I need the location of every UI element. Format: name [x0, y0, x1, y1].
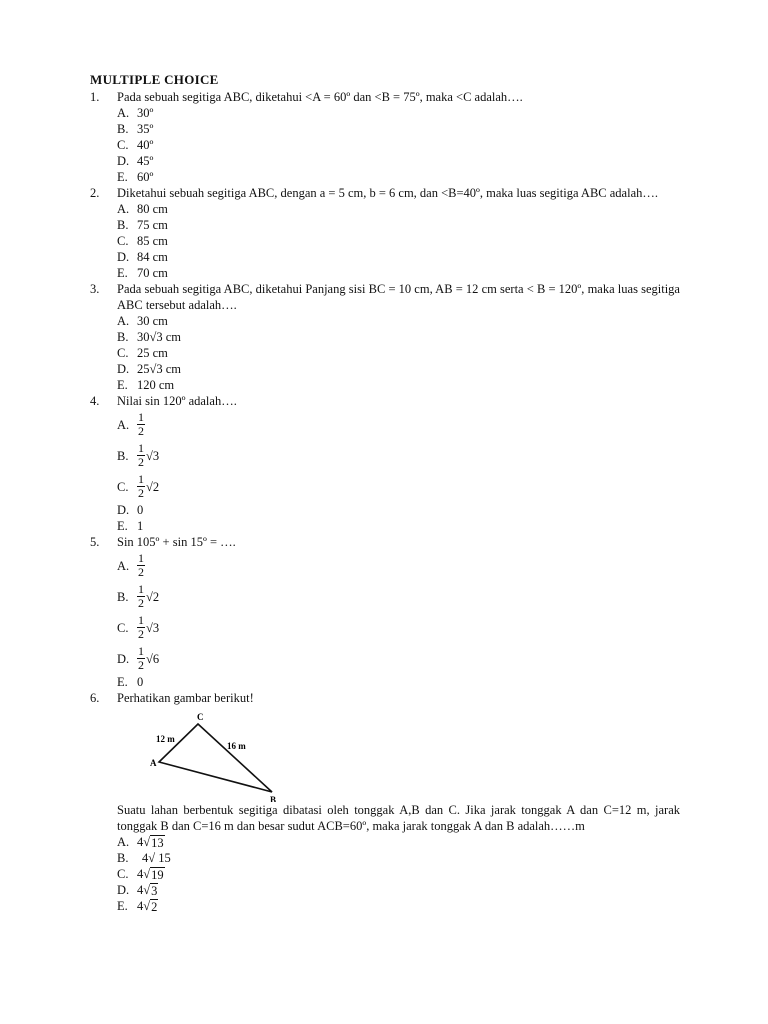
question-text: Nilai sin 120º adalah….	[117, 394, 237, 408]
fraction	[137, 614, 145, 641]
option-value: 60º	[137, 170, 154, 184]
coefficient: 4	[137, 899, 144, 913]
vertex-b-label: B	[270, 795, 277, 802]
option-value: 35º	[137, 122, 154, 136]
question-number: 6.	[90, 691, 100, 705]
section-heading: MULTIPLE CHOICE	[90, 72, 219, 87]
question-number: 1.	[90, 90, 100, 104]
option-value: 45º	[137, 154, 154, 168]
numerator: 1	[138, 551, 144, 565]
radical-expression	[137, 866, 165, 882]
option-value: 25 cm	[137, 346, 168, 360]
denominator: 2	[138, 565, 144, 579]
question-text: Pada sebuah segitiga ABC, diketahui <A = 60º dan <B = 75º, maka <C adalah….	[117, 90, 523, 104]
question-number: 4.	[90, 394, 100, 408]
radical-expression	[137, 834, 165, 850]
option-c	[117, 233, 680, 249]
radical-sign: √	[143, 867, 151, 881]
question-6	[90, 690, 680, 706]
option-b	[117, 121, 680, 137]
denominator: 2	[138, 424, 144, 438]
numerator: 1	[138, 441, 144, 455]
option-label: C.	[117, 479, 129, 494]
question-text: Diketahui sebuah segitiga ABC, dengan a = 5 cm, b = 6 cm, dan <B=40º, maka luas segitiga ABC adalah….	[117, 186, 659, 200]
vertex-c-label: C	[197, 712, 204, 722]
document-page	[90, 72, 680, 914]
option-label: A.	[117, 314, 130, 328]
option-label: E.	[117, 170, 128, 184]
option-label: C.	[117, 620, 129, 635]
question-text: Sin 105º + sin 15º = ….	[117, 535, 236, 549]
option-value: 120 cm	[137, 378, 175, 392]
option-c	[117, 137, 680, 153]
options-3	[117, 313, 680, 393]
option-value: 25√3 cm	[137, 362, 182, 376]
option-d	[117, 882, 680, 898]
option-label: C.	[117, 867, 129, 881]
option-label: A.	[117, 558, 130, 573]
radicand: 19	[151, 868, 164, 882]
radical-expression	[137, 898, 158, 914]
coefficient: 4	[137, 835, 144, 849]
fraction	[137, 645, 145, 672]
option-value: 75 cm	[137, 218, 168, 232]
option-value: 4√ 15	[142, 851, 171, 865]
option-b	[117, 329, 680, 345]
option-b	[117, 217, 680, 233]
option-a	[117, 550, 680, 581]
triangle-diagram	[117, 706, 317, 802]
option-label: D.	[117, 883, 130, 897]
radical-sign: √	[143, 835, 151, 849]
radicand: 2	[151, 900, 158, 914]
radicand: 3	[151, 884, 158, 898]
option-label: A.	[117, 835, 130, 849]
option-a	[117, 313, 680, 329]
option-value: 80 cm	[137, 202, 168, 216]
question-text: Perhatikan gambar berikut!	[117, 691, 254, 705]
fraction	[137, 552, 145, 579]
question-number: 3.	[90, 282, 100, 296]
question-number: 5.	[90, 535, 100, 549]
option-label: D.	[117, 651, 130, 666]
option-label: E.	[117, 675, 128, 689]
radicand: 13	[151, 836, 164, 850]
triangle-figure	[117, 706, 680, 802]
denominator: 2	[138, 455, 144, 469]
option-c	[117, 345, 680, 361]
question-5	[90, 534, 680, 550]
option-label: B.	[117, 330, 129, 344]
coefficient: 4	[137, 883, 144, 897]
option-c	[117, 866, 680, 882]
fraction	[137, 473, 145, 500]
option-value: 30 cm	[137, 314, 168, 328]
option-e	[117, 265, 680, 281]
option-label: E.	[117, 378, 128, 392]
numerator: 1	[138, 644, 144, 658]
triangle-shape	[159, 724, 272, 792]
option-label: D.	[117, 154, 130, 168]
option-label: E.	[117, 899, 128, 913]
option-value: 0	[137, 503, 144, 517]
option-d	[117, 249, 680, 265]
numerator: 1	[138, 410, 144, 424]
option-label: D.	[117, 362, 130, 376]
option-label: A.	[117, 106, 130, 120]
option-e	[117, 898, 680, 914]
fraction-suffix: √3	[146, 620, 160, 635]
radical-sign: √	[143, 883, 151, 897]
question-4	[90, 393, 680, 409]
option-d	[117, 502, 680, 518]
option-d	[117, 153, 680, 169]
option-label: A.	[117, 417, 130, 432]
side-bc-label: 16 m	[227, 741, 246, 751]
option-label: B.	[117, 589, 129, 604]
option-value: 30√3 cm	[137, 330, 182, 344]
option-a	[117, 409, 680, 440]
option-d	[117, 361, 680, 377]
question-text: Pada sebuah segitiga ABC, diketahui Panjang sisi BC = 10 cm, AB = 12 cm serta < B = 120º, maka luas segitiga ABC tersebut adalah….	[117, 282, 680, 312]
option-label: B.	[117, 218, 129, 232]
option-label: B.	[117, 122, 129, 136]
denominator: 2	[138, 486, 144, 500]
option-d	[117, 643, 680, 674]
option-value: 30º	[137, 106, 154, 120]
option-b	[117, 440, 680, 471]
denominator: 2	[138, 658, 144, 672]
option-e	[117, 377, 680, 393]
radical-expression	[137, 882, 158, 898]
option-label: A.	[117, 202, 130, 216]
option-a	[117, 201, 680, 217]
fraction	[137, 442, 145, 469]
option-label: D.	[117, 503, 130, 517]
denominator: 2	[138, 596, 144, 610]
fraction	[137, 411, 145, 438]
fraction-suffix: √3	[146, 448, 160, 463]
question-3	[90, 281, 680, 313]
option-label: E.	[117, 519, 128, 533]
option-value: 1	[137, 519, 144, 533]
option-label: B.	[117, 851, 129, 865]
fraction-suffix: √6	[146, 651, 160, 666]
options-6	[117, 834, 680, 914]
option-label: C.	[117, 138, 129, 152]
question-6-paragraph: Suatu lahan berbentuk segitiga dibatasi oleh tonggak A,B dan C. Jika jarak tonggak A dan C=12 m, jarak tonggak B dan C=16 m dan besar sudut ACB=60º, maka jarak tonggak A dan B adalah……m	[117, 803, 680, 833]
options-4	[117, 409, 680, 534]
options-1	[117, 105, 680, 185]
numerator: 1	[138, 582, 144, 596]
option-e	[117, 518, 680, 534]
question-number: 2.	[90, 186, 100, 200]
side-ac-label: 12 m	[156, 734, 175, 744]
question-1	[90, 89, 680, 105]
option-b	[117, 850, 680, 866]
option-a	[117, 105, 680, 121]
radical-sign: √	[143, 899, 151, 913]
option-a	[117, 834, 680, 850]
question-2	[90, 185, 680, 201]
fraction-suffix: √2	[146, 589, 160, 604]
option-e	[117, 169, 680, 185]
option-value: 85 cm	[137, 234, 168, 248]
fraction-suffix: √2	[146, 479, 160, 494]
coefficient: 4	[137, 867, 144, 881]
option-label: D.	[117, 250, 130, 264]
option-c	[117, 612, 680, 643]
option-value: 40º	[137, 138, 154, 152]
option-label: B.	[117, 448, 129, 463]
option-label: E.	[117, 266, 128, 280]
numerator: 1	[138, 472, 144, 486]
fraction	[137, 583, 145, 610]
option-label: C.	[117, 234, 129, 248]
option-b	[117, 581, 680, 612]
option-label: C.	[117, 346, 129, 360]
options-2	[117, 201, 680, 281]
numerator: 1	[138, 613, 144, 627]
option-c	[117, 471, 680, 502]
vertex-a-label: A	[150, 758, 157, 768]
option-value: 84 cm	[137, 250, 168, 264]
option-value: 0	[137, 675, 144, 689]
options-5	[117, 550, 680, 690]
option-value: 70 cm	[137, 266, 168, 280]
option-e	[117, 674, 680, 690]
denominator: 2	[138, 627, 144, 641]
